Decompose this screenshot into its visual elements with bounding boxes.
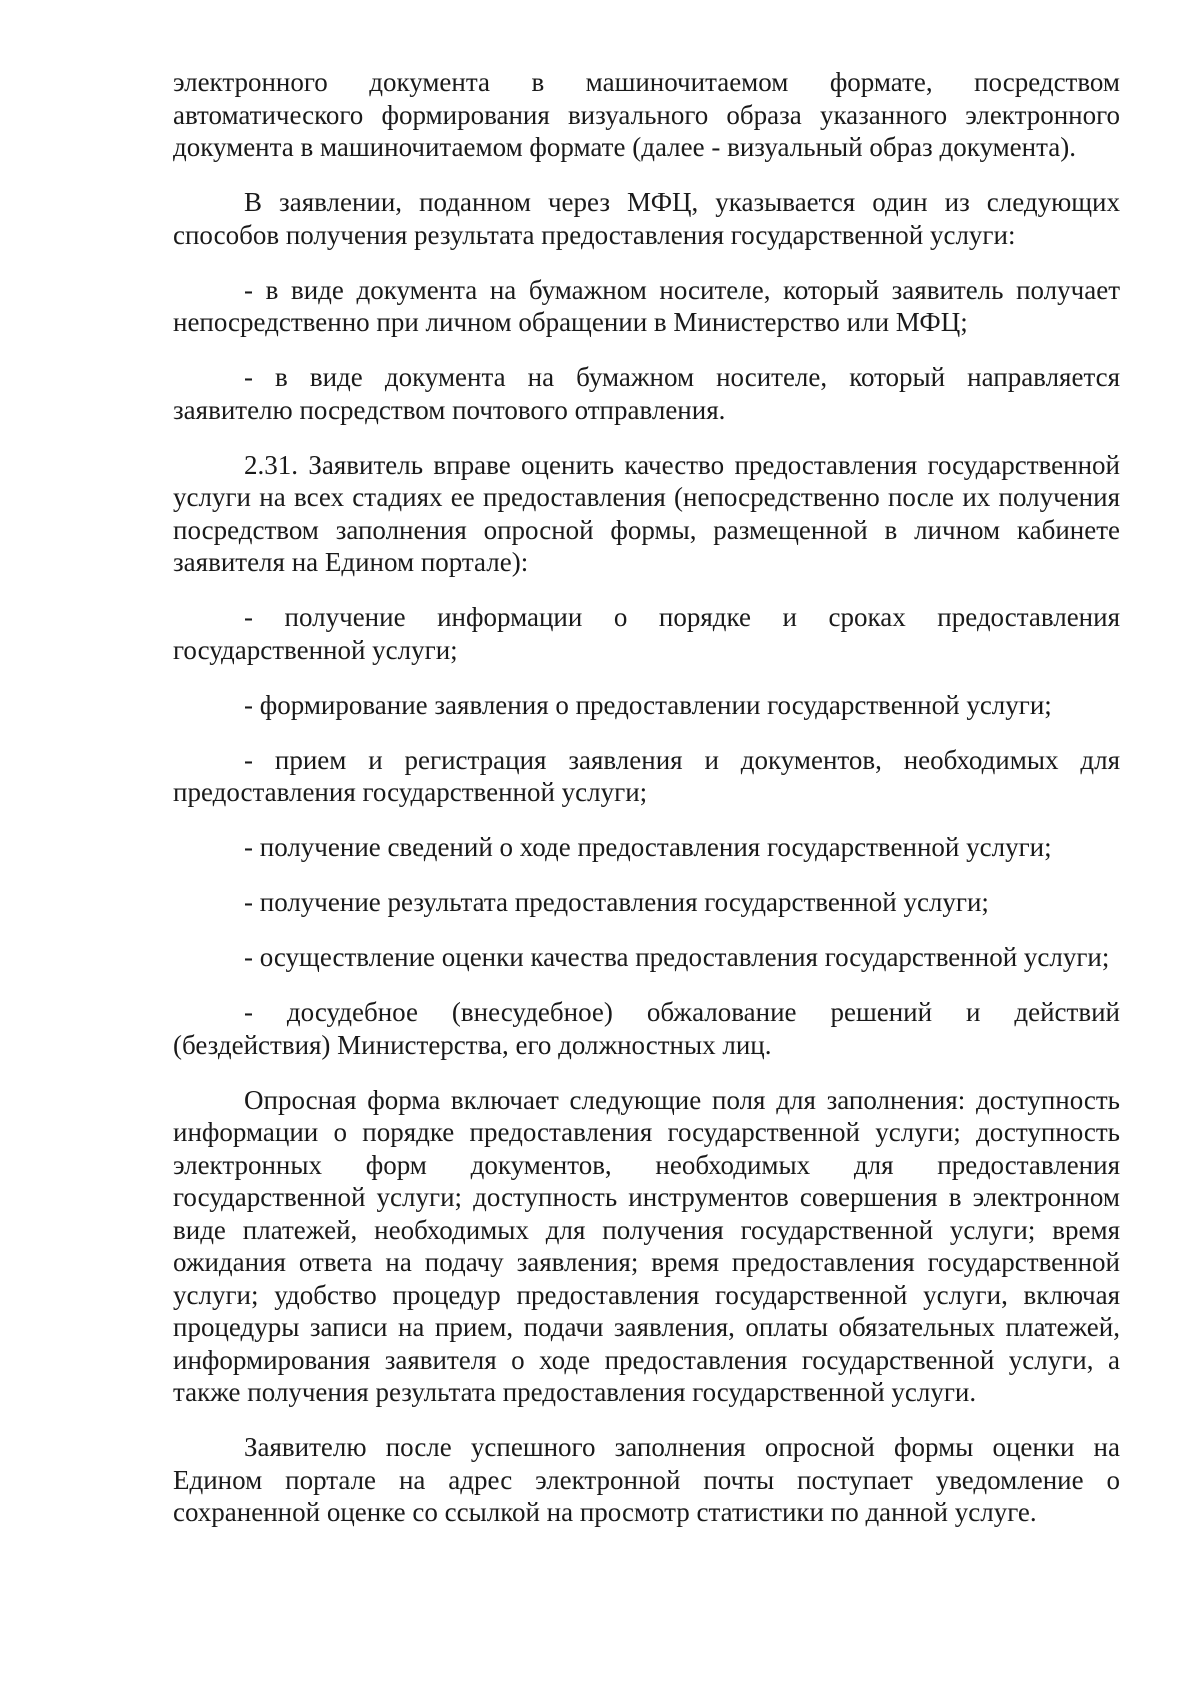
list-item-reception-registration: - прием и регистрация заявления и документов, необходимых для предоставления государственной услуги; xyxy=(173,744,1120,807)
list-item-quality-assessment: - осуществление оценки качества предоставления государственной услуги; xyxy=(244,942,1110,972)
document-page xyxy=(173,66,1120,1551)
paragraph-2-31: 2.31. Заявитель вправе оценить качество предоставления государственной услуги на всех стадиях ее предоставления (непосредственно после их получения посредством заполнения опросной формы, размещенной в личном кабинете заявителя на Едином портале): xyxy=(173,449,1120,577)
list-item-paper-by-mail: - в виде документа на бумажном носителе, который направляется заявителю посредством почтового отправления. xyxy=(173,362,1120,425)
list-item-result-receipt: - получение результата предоставления государственной услуги; xyxy=(244,887,989,917)
list-item-pretrial-appeal: - досудебное (внесудебное) обжалование решений и действий (бездействия) Министерства, его должностных лиц. xyxy=(173,997,1120,1060)
paragraph-notification: Заявителю после успешного заполнения опросной формы оценки на Едином портале на адрес электронной почты поступает уведомление о сохраненной оценке со ссылкой на просмотр статистики по данной услуге. xyxy=(173,1432,1120,1527)
list-item-paper-in-person: - в виде документа на бумажном носителе, который заявитель получает непосредственно при личном обращении в Министерство или МФЦ; xyxy=(173,274,1120,337)
list-item-progress-info: - получение сведений о ходе предоставления государственной услуги; xyxy=(244,832,1052,862)
list-item-application-forming: - формирование заявления о предоставлении государственной услуги; xyxy=(244,689,1052,720)
paragraph-continuation: электронного документа в машиночитаемом формате, посредством автоматического формирования визуального образа указанного электронного документа в машиночитаемом формате (далее - визуальный образ документа). xyxy=(173,67,1120,162)
list-item-info-receipt: - получение информации о порядке и сроках предоставления государственной услуги; xyxy=(173,602,1120,665)
paragraph-survey-form-fields: Опросная форма включает следующие поля для заполнения: доступность информации о порядке предоставления государственной услуги; доступность электронных форм документов, необходимых для предоставления государственной услуги; доступность инструментов совершения в электронном виде платежей, необходимых для получения государственной услуги; время ожидания ответа на подачу заявления; время предоставления государственной услуги; удобство процедур предоставления государственной услуги, включая процедуры записи на прием, подачи заявления, оплаты обязательных платежей, информирования заявителя о ходе предоставления государственной услуги, а также получения результата предоставления государственной услуги. xyxy=(173,1084,1120,1407)
paragraph-mfc-methods: В заявлении, поданном через МФЦ, указывается один из следующих способов получения результата предоставления государственной услуги: xyxy=(173,187,1120,250)
